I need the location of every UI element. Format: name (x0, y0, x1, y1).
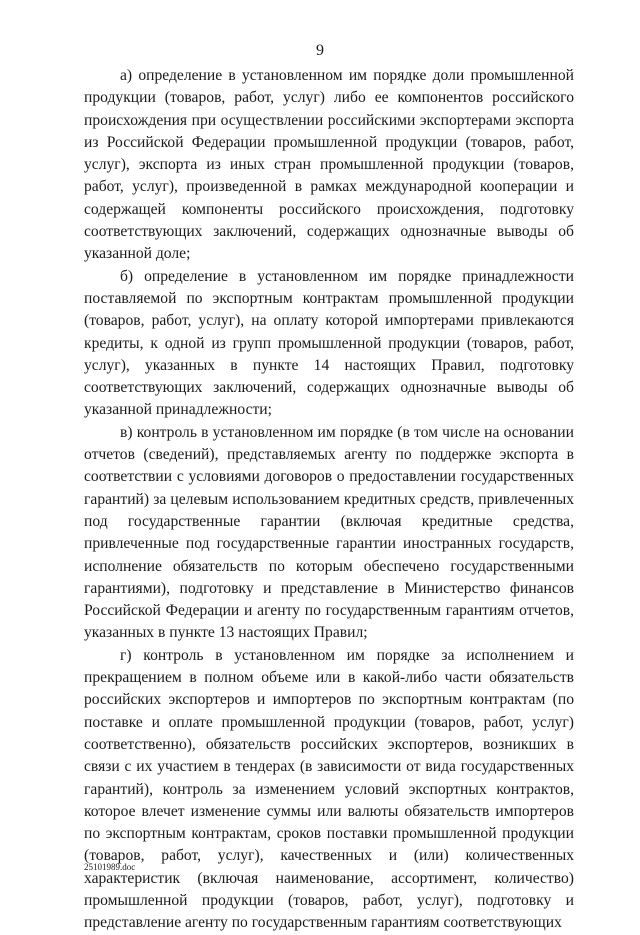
document-body (84, 65, 574, 935)
paragraph-a: а) определение в установленном им порядке доли промышленной продукции (товаров, работ, услуг) либо ее компонентов российского происхождения при осуществлении российскими экспортерами экспорта из Российской Федерации промышленной продукции (товаров, работ, услуг), экспорта из иных стран промышленной продукции (товаров, работ, услуг), произведенной в рамках международной кооперации и содержащей компоненты российского происхождения, подготовку соответствующих заключений, содержащих однозначные выводы об указанной доле; (84, 67, 574, 263)
document-filename-footer: 25101989.doc (84, 862, 136, 872)
paragraph-g: г) контроль в установленном им порядке за исполнением и прекращением в полном объеме или в какой-либо части обязательств российских экспортеров и импортеров по экспортным контрактам (по поставке и оплате промышленной продукции (товаров, работ, услуг) соответственно), обязательств российских экспортеров, возникших в связи с их участием в тендерах (в зависимости от вида государственных гарантий), контроль за изменением условий экспортных контрактов, которое влечет изменение суммы или валюты обязательств импортеров по экспортным контрактам, сроков поставки промышленной продукции (товаров, работ, услуг), качественных и (или) количественных характеристик (включая наименование, ассортимент, количество) промышленной продукции (товаров, работ, услуг), подготовку и представление агенту по государственным гарантиям соответствующих (84, 646, 574, 932)
paragraph-v: в) контроль в установленном им порядке (в том числе на основании отчетов (сведений), представляемых агенту по поддержке экспорта в соответствии с условиями договоров о предоставлении государственных гарантий) за целевым использованием кредитных средств, привлеченных под государственные гарантии (включая кредитные средства, привлеченные под государственные гарантии иностранных государств, исполнение обязательств по которым обеспечено государственными гарантиями), подготовку и представление в Министерство финансов Российской Федерации и агенту по государственным гарантиям отчетов, указанных в пункте 13 настоящих Правил; (84, 423, 574, 642)
paragraph-b: б) определение в установленном им порядке принадлежности поставляемой по экспортным контрактам промышленной продукции (товаров, работ, услуг), на оплату которой импортерами привлекаются кредиты, к одной из групп промышленной продукции (товаров, работ, услуг), указанных в пункте 14 настоящих Правил, подготовку соответствующих заключений, содержащих однозначные выводы об указанной принадлежности; (84, 267, 574, 419)
page-number: 9 (316, 42, 324, 59)
